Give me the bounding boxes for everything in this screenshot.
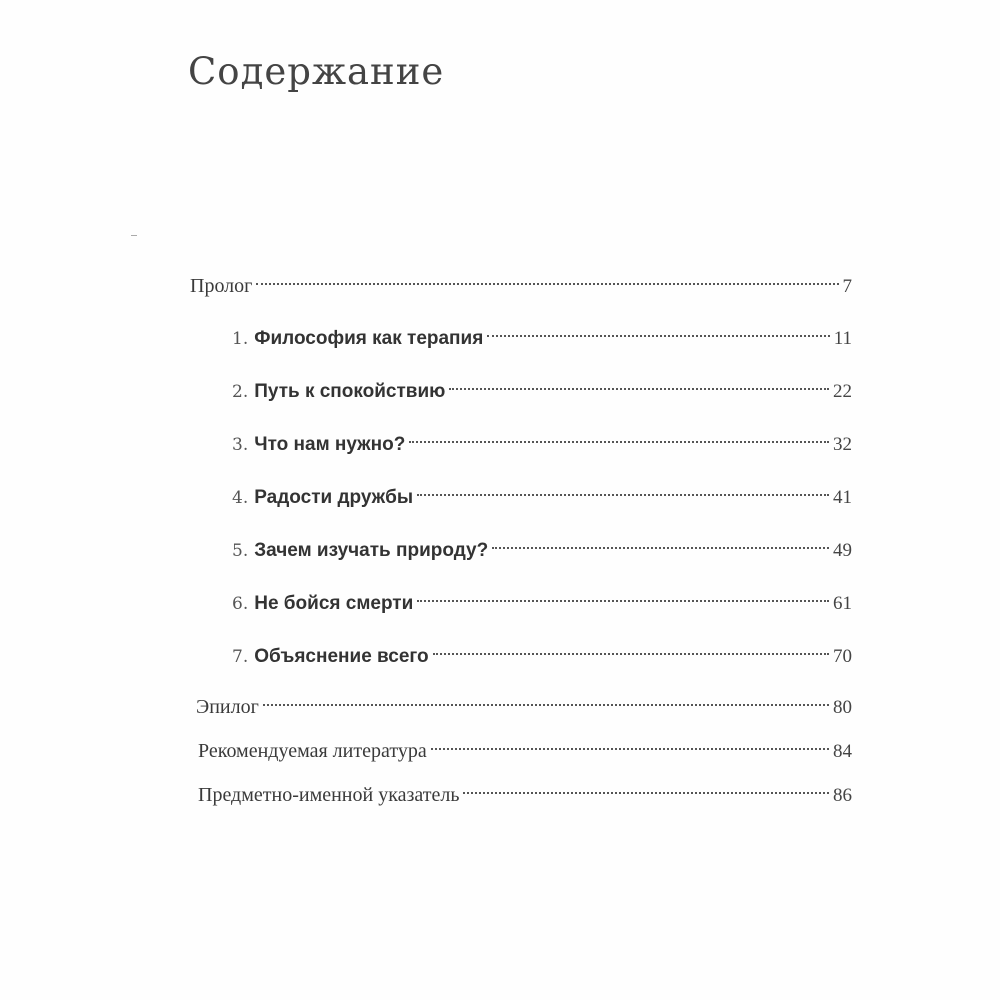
toc-entry-chapter-6[interactable] (232, 588, 852, 620)
toc-page-number: 41 (833, 487, 852, 508)
toc-entry-chapter-5[interactable] (232, 535, 852, 567)
toc-leader-dots (417, 494, 829, 496)
toc-chapter-number: 7. (232, 647, 249, 667)
toc-leader-dots (256, 283, 838, 285)
toc-page-number: 70 (833, 646, 852, 667)
toc-leader-dots (417, 600, 829, 602)
toc-entry-label: Путь к спокойствию (254, 381, 446, 402)
toc-entry-label: Радости дружбы (254, 487, 414, 508)
toc-chapter-number: 5. (232, 541, 249, 561)
page-title: Содержание (188, 50, 445, 93)
toc-entry-chapter-3[interactable] (232, 429, 852, 461)
toc-entry-epilogue[interactable] (196, 691, 852, 723)
toc-entry-index[interactable] (198, 779, 852, 811)
toc-page-number: 80 (833, 697, 852, 718)
toc-entry-chapter-1[interactable] (232, 323, 852, 355)
toc-page-number: 11 (833, 328, 852, 349)
toc-leader-dots (449, 388, 829, 390)
toc-page-number: 22 (833, 381, 852, 402)
toc-leader-dots (263, 704, 829, 706)
toc-page-number: 49 (833, 540, 852, 561)
toc-page-number: 84 (833, 741, 852, 762)
toc-leader-dots (492, 547, 829, 549)
toc-entry-label: Зачем изучать природу? (254, 540, 489, 561)
toc-entry-label: Рекомендуемая литература (198, 740, 427, 762)
toc-leader-dots (463, 792, 829, 794)
toc-entry-label: Пролог (190, 275, 253, 297)
toc-entry-label: Предметно-именной указатель (198, 784, 460, 806)
toc-entry-prologue[interactable] (190, 270, 852, 302)
toc-entry-recommended-reading[interactable] (198, 735, 852, 767)
toc-chapter-number: 4. (232, 488, 249, 508)
toc-page-number: 7 (842, 276, 852, 297)
toc-leader-dots (433, 653, 829, 655)
toc-page-number: 32 (833, 434, 852, 455)
toc-entry-chapter-4[interactable] (232, 482, 852, 514)
toc-entry-chapter-2[interactable] (232, 376, 852, 408)
toc-entry-label: Что нам нужно? (254, 434, 406, 455)
toc-page-number: 61 (833, 593, 852, 614)
toc-entry-label: Объяснение всего (254, 646, 429, 667)
toc-entry-label: Философия как терапия (254, 328, 484, 349)
toc-page-number: 86 (833, 785, 852, 806)
toc-chapter-number: 1. (232, 329, 249, 349)
toc-chapter-number: 6. (232, 594, 249, 614)
toc-leader-dots (431, 748, 829, 750)
toc-chapter-number: 2. (232, 382, 249, 402)
toc-chapter-number: 3. (232, 435, 249, 455)
toc-leader-dots (487, 335, 829, 337)
toc-entry-label: Эпилог (196, 696, 259, 718)
toc-entry-chapter-7[interactable] (232, 641, 852, 673)
toc-entry-label: Не бойся смерти (254, 593, 414, 614)
toc-leader-dots (409, 441, 829, 443)
